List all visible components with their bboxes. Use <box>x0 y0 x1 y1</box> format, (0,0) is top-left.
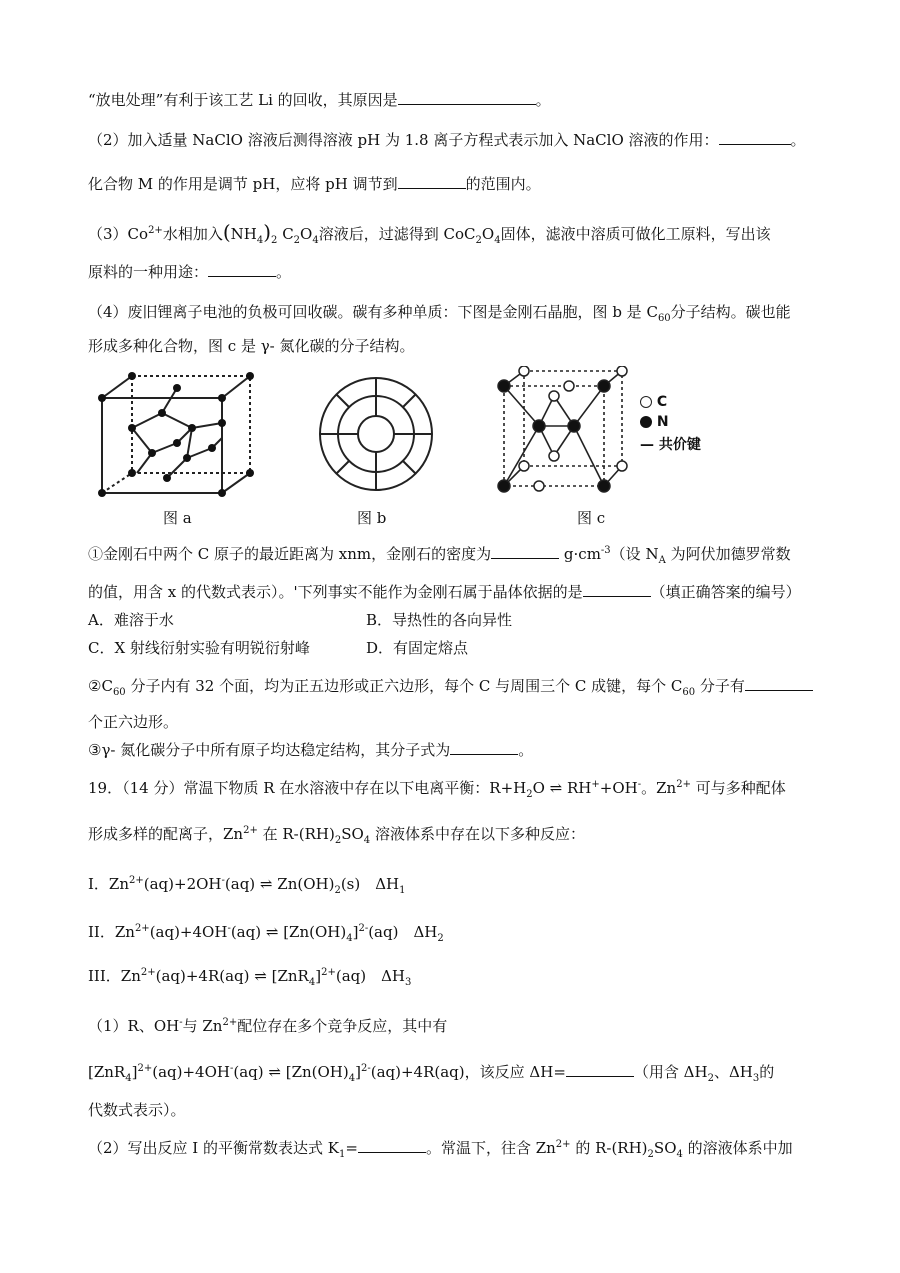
subq-1-line-1: ①金刚石中两个 C 原子的最近距离为 xnm，金刚石的密度为 $g\cdot cm^{-3}$（设 $N_A$ 为阿伏加德罗常数 <box>88 545 791 566</box>
line-text: 。 <box>276 263 292 281</box>
line-text: 的范围内。 <box>465 175 541 193</box>
text-line-1 <box>88 90 551 110</box>
line-text: 可与多种配体 <box>695 779 786 797</box>
option-b[interactable]: B．导热性的各向异性 <box>366 611 513 629</box>
answer-blank[interactable] <box>398 174 466 189</box>
line-text: 。 <box>790 131 806 149</box>
reaction-1: I．$Zn^{2+}(aq)+2OH^-(aq)$ ⇌ $Zn(OH)_2(s)$ $\Delta H_1$ <box>88 875 406 896</box>
subq-19-1-line-2: $[ZnR_4]^{2+}(aq)+4OH^-(aq)$ ⇌ $[Zn(OH)_4]^{2-}(aq)+4R(aq)$，该反应 ΔH= （用含 $\Delta H_2$、$\Delta H_3$的 <box>88 1063 775 1084</box>
line-text: +OH <box>599 779 638 797</box>
subq-19-1-line-3: 代数式表示）。 <box>88 1101 186 1119</box>
question-4-line-2 <box>88 336 415 356</box>
question-4-line-1: （4）废旧锂离子电池的负极可回收碳。碳有多种单质：下图是金刚石晶胞，图 b 是 $C_{60}$分子结构。碳也能 <box>88 303 791 324</box>
subq-2-line-2: 个正六边形。 <box>88 713 179 731</box>
answer-blank[interactable] <box>358 1138 426 1153</box>
line-text: ③γ- 氮化碳分子中所有原子均达稳定结构，其分子式为 <box>88 741 451 759</box>
figure-c-caption: 图 c <box>577 509 606 527</box>
option-a[interactable]: A．难溶于水 <box>88 611 174 629</box>
reaction-3: III．$Zn^{2+}(aq)+4R(aq)$ ⇌ $[ZnR_4]^{2+}(aq)$ $\Delta H_3$ <box>88 967 412 988</box>
line-text: 原料的一种用途： <box>88 263 209 281</box>
problem-19-line-1: 19．（14 分）常温下物质 R 在水溶液中存在以下电离平衡：$R+H_2O$ ⇌ RH++OH-。$Zn^{2+}$ 可与多种配体 <box>88 779 786 800</box>
answer-blank[interactable] <box>208 262 276 277</box>
subq-19-1-line-1: （1）R、OH-与 $Zn^{2+}$配位存在多个竞争反应，其中有 <box>88 1017 448 1035</box>
answer-blank[interactable] <box>745 676 813 691</box>
line-text: 19．（14 分）常温下物质 R 在水溶液中存在以下电离平衡：R+H <box>88 779 527 797</box>
figure-b-c60 <box>316 374 436 498</box>
line-text: 。 <box>535 91 551 109</box>
line-text: （4）废旧锂离子电池的负极可回收碳。碳有多种单质：下图是金刚石晶胞，图 b 是 C <box>88 303 658 321</box>
line-text: （3）Co <box>88 225 149 243</box>
option-c[interactable]: C．X 射线衍射实验有明锐衍射峰 <box>88 639 310 657</box>
legend-nitrogen: N <box>640 414 701 430</box>
line-text: 分子内有 32 个面，均为正五边形或正六边形，每个 C 与周围三个 C 成键，每个 C <box>130 677 683 695</box>
line-text: 溶液体系中存在以下多种反应： <box>374 825 585 843</box>
line-text: 为阿伏加德罗常数 <box>670 545 791 563</box>
question-2-line-2 <box>88 174 541 194</box>
line-text: 化合物 M 的作用是调节 pH，应将 pH 调节到 <box>88 175 398 193</box>
option-d[interactable]: D．有固定熔点 <box>366 639 469 657</box>
figure-c-legend <box>640 394 701 454</box>
legend-carbon: C <box>640 394 701 410</box>
subq-3-line <box>88 740 533 760</box>
question-3-line-2 <box>88 262 291 282</box>
line-text: “放电处理”有利于该工艺 Li 的回收，其原因是 <box>88 91 398 109</box>
line-text: 分子结构。碳也能 <box>670 303 791 321</box>
line-text: （2）加入适量 NaClO 溶液后测得溶液 pH 为 1.8 离子方程式表示加入 NaClO 溶液的作用： <box>88 131 719 149</box>
legend-bond: — 共价键 <box>640 437 701 453</box>
line-text: 。Zn <box>641 779 677 797</box>
line-text: 水相加入 <box>162 225 223 243</box>
line-text: O <box>532 779 545 797</box>
line-text: SO <box>341 825 364 843</box>
line-text: 。 <box>518 741 534 759</box>
line-text: 形成多种化合物，图 c 是 γ- 氮化碳的分子结构。 <box>88 337 415 355</box>
line-text: 分子有 <box>699 677 745 695</box>
unit-text: g·cm <box>563 545 601 563</box>
answer-blank[interactable] <box>450 740 518 755</box>
line-text: 固体，滤液中溶质可做化工原料，写出该 <box>500 225 771 243</box>
figure-a-diamond-cell <box>92 368 262 507</box>
line-text: ②C <box>88 677 113 695</box>
reaction-2: II．$Zn^{2+}(aq)+4OH^-(aq)$ ⇌ $[Zn(OH)_4]^{2-}(aq)$ $\Delta H_2$ <box>88 923 444 944</box>
answer-blank[interactable] <box>491 544 559 559</box>
line-text: 形成多样的配离子，Zn <box>88 825 244 843</box>
figure-b-caption: 图 b <box>357 509 387 527</box>
subq-19-2-line-1: （2）写出反应 I 的平衡常数表达式 $K_1=$ 。常温下，往含 $Zn^{2+}$ 的 $R-(RH)_2SO_4$ 的溶液体系中加 <box>88 1139 793 1160</box>
line-text: （填正确答案的编号） <box>650 583 801 601</box>
line-text: ①金刚石中两个 C 原子的最近距离为 xnm，金刚石的密度为 <box>88 545 492 563</box>
answer-blank[interactable] <box>719 130 791 145</box>
line-text: 溶液后，过滤得到 CoC <box>318 225 476 243</box>
subq-1-line-2 <box>88 582 801 602</box>
answer-blank[interactable] <box>398 90 536 105</box>
figure-c-carbon-nitride <box>494 366 634 505</box>
line-text: （设 N <box>610 545 659 563</box>
question-3-line-1: $(3)Co^{2+}$水相加入$(NH_4)_2$ $C_2O_4$溶液后，过滤得到 $CoC_2O_4$固体，滤液中溶质可做化工原料，写出该 <box>88 220 771 246</box>
answer-blank[interactable] <box>583 582 651 597</box>
line-text: RH <box>567 779 592 797</box>
line-text: 在 R-(RH) <box>262 825 335 843</box>
problem-19-line-2: 形成多样的配离子，$Zn^{2+}$ 在 $R-(RH)_2SO_4$ 溶液体系中存在以下多种反应： <box>88 825 585 846</box>
subq-2-line-1: $②C_{60}$ 分子内有 32 个面，均为正五边形或正六边形，每个 C 与周围三个 C 成键，每个 $C_{60}$ 分子有 <box>88 676 813 696</box>
answer-blank[interactable] <box>566 1062 634 1077</box>
question-2-line-1 <box>88 130 806 150</box>
line-text: 的值，用含 x 的代数式表示）。'下列事实不能作为金刚石属于晶体依据的是 <box>88 583 583 601</box>
figure-a-caption: 图 a <box>163 509 192 527</box>
